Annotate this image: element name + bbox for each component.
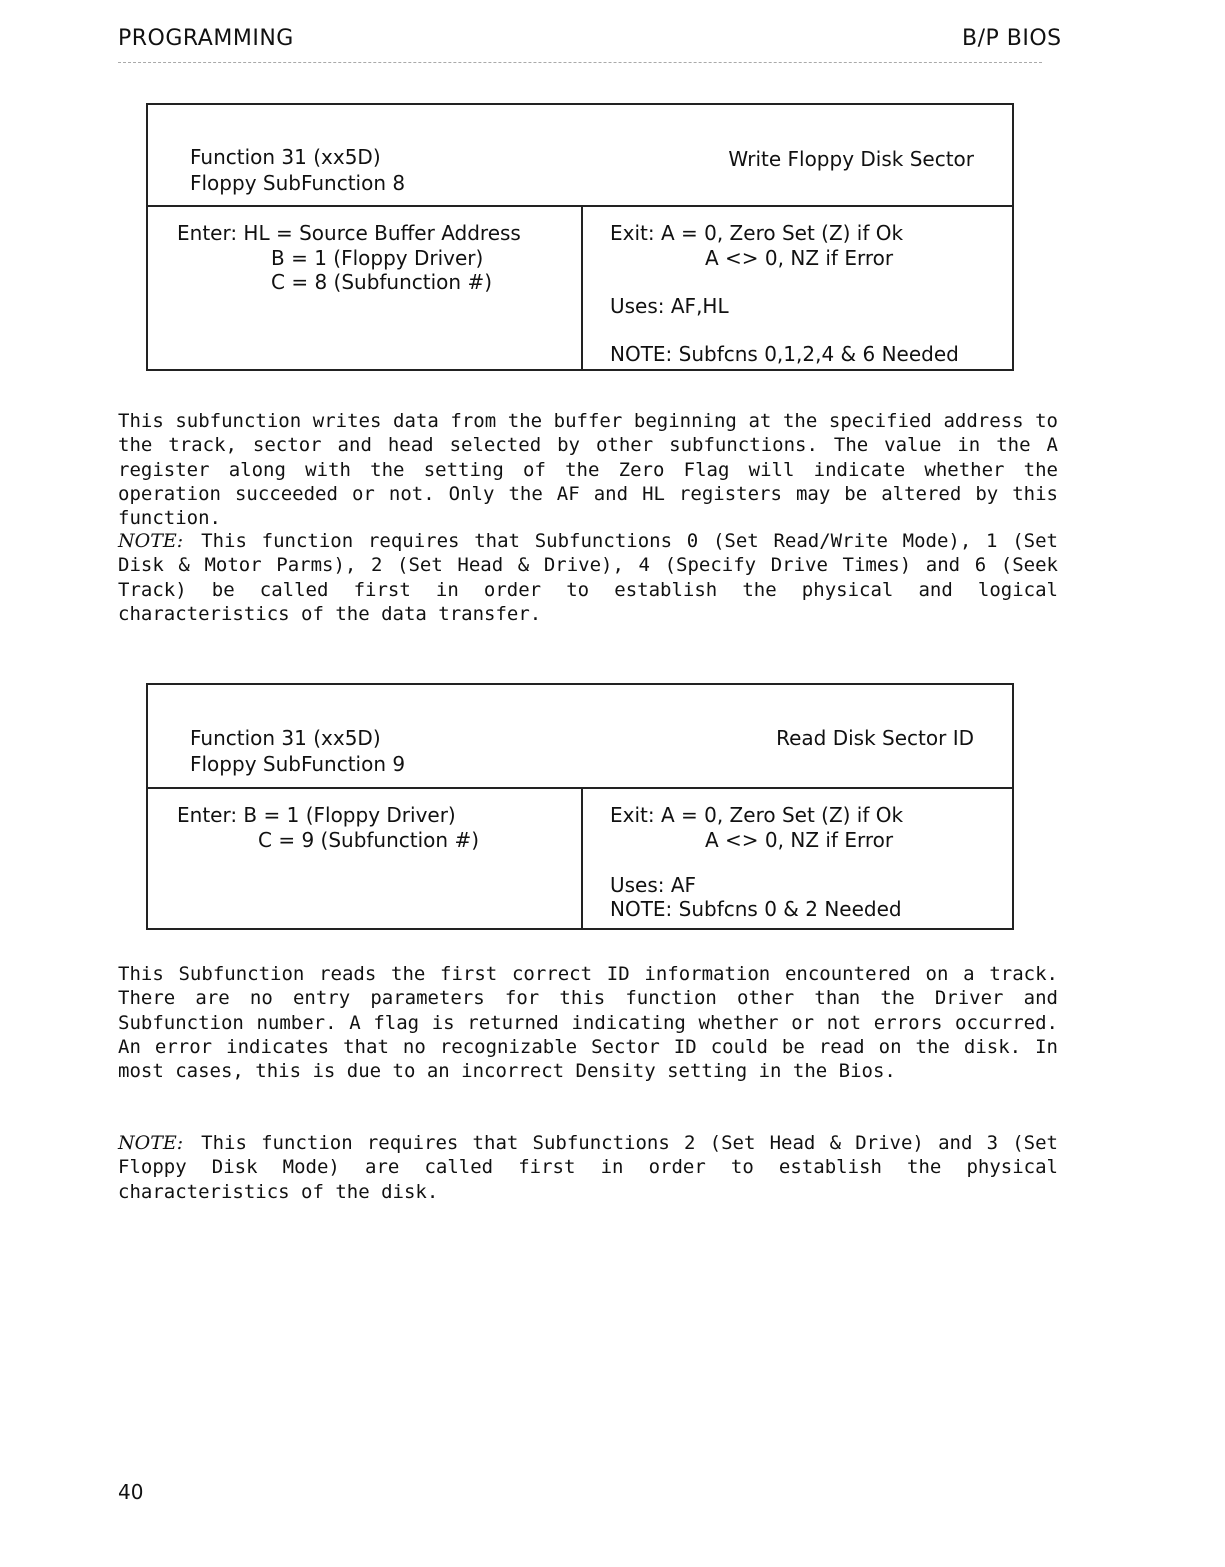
function-title: Write Floppy Disk Sector <box>728 147 974 171</box>
paragraph: This subfunction writes data from the buffer beginning at the specified address to the track, sector and head selected by other subfunctions. The value in the A register along with the setting of the Zero Flag will indicate whether the operation succeeded or not. Only the AF and HL registers may be altered by this function. <box>118 410 1058 530</box>
running-header-left: PROGRAMMING <box>118 26 294 51</box>
exit-line: Exit: A = 0, Zero Set (Z) if Ok <box>610 221 904 245</box>
note-text: This function requires that Subfunctions 0 (Set Read/Write Mode), 1 (Set Disk & Motor Parms), 2 (Set Head & Drive), 4 (Specify Drive Times) and 6 (Seek Track) be called first in order to establish the physical and logical characteristics of the data transfer. <box>118 530 1058 625</box>
function-box-body <box>148 789 1012 930</box>
note-line: NOTE: Subfcns 0,1,2,4 & 6 Needed <box>610 342 959 366</box>
note-label: NOTE: <box>118 1132 184 1154</box>
subfunction-line: Floppy SubFunction 9 <box>190 752 406 776</box>
enter-line: Enter: B = 1 (Floppy Driver) <box>177 803 456 827</box>
header-rule <box>118 62 1042 63</box>
function-title: Read Disk Sector ID <box>776 726 974 750</box>
note-text: This function requires that Subfunctions 2 (Set Head & Drive) and 3 (Set Floppy Disk Mode) are called first in order to establish the physical characteristics of the disk. <box>118 1132 1058 1203</box>
function-box-header <box>148 105 1012 207</box>
function-box-header <box>148 685 1012 789</box>
enter-line: C = 9 (Subfunction #) <box>258 828 480 852</box>
note-line: NOTE: Subfcns 0 & 2 Needed <box>610 897 902 921</box>
enter-line: B = 1 (Floppy Driver) <box>271 246 484 270</box>
running-header-right: B/P BIOS <box>962 26 1062 51</box>
function-box-write-sector <box>146 103 1014 371</box>
enter-line: Enter: HL = Source Buffer Address <box>177 221 521 245</box>
exit-line: Exit: A = 0, Zero Set (Z) if Ok <box>610 803 904 827</box>
exit-line: A <> 0, NZ if Error <box>705 828 894 852</box>
function-line: Function 31 (xx5D) <box>190 145 381 169</box>
enter-column <box>148 207 583 371</box>
note-label: NOTE: <box>118 530 184 552</box>
note-paragraph <box>118 529 1058 626</box>
page-number: 40 <box>118 1480 144 1504</box>
function-box-body <box>148 207 1012 371</box>
function-line: Function 31 (xx5D) <box>190 726 381 750</box>
uses-line: Uses: AF <box>610 873 697 897</box>
paragraph: This Subfunction reads the first correct ID information encountered on a track. There are no entry parameters for this function other than the Driver and Subfunction number. A flag is returned indicating whether or not errors occurred. An error indicates that no recognizable Sector ID could be read on the disk. In most cases, this is due to an incorrect Density setting in the Bios. <box>118 963 1058 1083</box>
uses-line: Uses: AF,HL <box>610 294 729 318</box>
note-paragraph <box>118 1131 1058 1204</box>
subfunction-line: Floppy SubFunction 8 <box>190 171 406 195</box>
enter-column <box>148 789 583 930</box>
exit-line: A <> 0, NZ if Error <box>705 246 894 270</box>
function-box-read-sector-id <box>146 683 1014 930</box>
enter-line: C = 8 (Subfunction #) <box>271 270 493 294</box>
